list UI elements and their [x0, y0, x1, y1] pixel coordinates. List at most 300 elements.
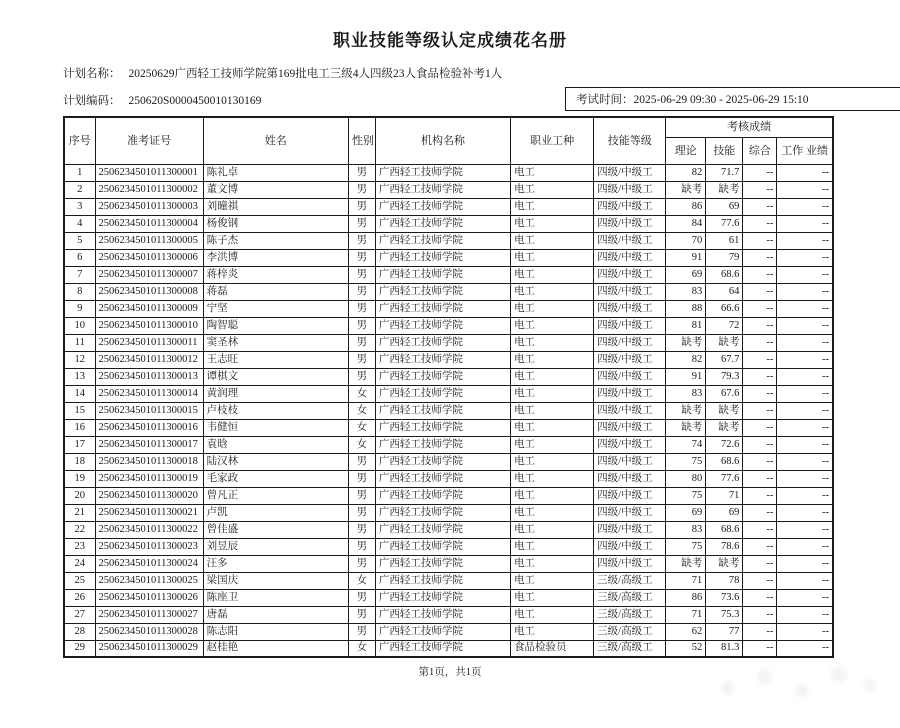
cell-name: 王志旺 [203, 351, 348, 368]
cell-occupation: 电工 [511, 521, 594, 538]
cell-level: 三级/高级工 [594, 606, 666, 623]
cell-index: 11 [64, 334, 95, 351]
exam-time-value: 2025-06-29 09:30 - 2025-06-29 15:10 [633, 94, 809, 106]
cell-occupation: 电工 [511, 419, 594, 436]
cell-index: 13 [64, 368, 95, 385]
cell-skill: 69 [706, 504, 743, 521]
cell-occupation: 电工 [511, 623, 594, 640]
cell-comprehensive: -- [743, 283, 777, 300]
cell-name: 董文博 [203, 181, 348, 198]
cell-level: 四级/中级工 [594, 215, 666, 232]
cell-comprehensive: -- [743, 181, 777, 198]
cell-occupation: 电工 [511, 504, 594, 521]
cell-index: 27 [64, 606, 95, 623]
cell-gender: 男 [348, 266, 375, 283]
cell-comprehensive: -- [743, 606, 777, 623]
cell-comprehensive: -- [743, 589, 777, 606]
cell-gender: 女 [348, 402, 375, 419]
cell-index: 16 [64, 419, 95, 436]
cell-level: 四级/中级工 [594, 538, 666, 555]
table-row [64, 623, 833, 640]
cell-theory: 84 [666, 215, 706, 232]
table-row [64, 555, 833, 572]
cell-index: 6 [64, 249, 95, 266]
table-row [64, 419, 833, 436]
table-header [64, 117, 833, 164]
cell-skill: 缺考 [706, 181, 743, 198]
cell-work: -- [777, 504, 833, 521]
cell-org: 广西轻工技师学院 [375, 317, 510, 334]
cell-index: 8 [64, 283, 95, 300]
cell-level: 四级/中级工 [594, 164, 666, 181]
cell-gender: 男 [348, 606, 375, 623]
cell-gender: 男 [348, 164, 375, 181]
cell-work: -- [777, 589, 833, 606]
cell-work: -- [777, 198, 833, 215]
cell-comprehensive: -- [743, 300, 777, 317]
cell-comprehensive: -- [743, 232, 777, 249]
cell-level: 四级/中级工 [594, 266, 666, 283]
cell-name: 唐磊 [203, 606, 348, 623]
plan-name-value: 20250629广西轻工技师学院第169批电工三级4人四级23人食品检验补考1人 [128, 68, 503, 80]
cell-index: 21 [64, 504, 95, 521]
cell-gender: 男 [348, 232, 375, 249]
cell-work: -- [777, 317, 833, 334]
cell-occupation: 电工 [511, 334, 594, 351]
cell-comprehensive: -- [743, 640, 777, 657]
cell-name: 赵桂艳 [203, 640, 348, 657]
cell-skill: 72.6 [706, 436, 743, 453]
cell-theory: 71 [666, 572, 706, 589]
cell-occupation: 电工 [511, 368, 594, 385]
cell-skill: 79 [706, 249, 743, 266]
cell-gender: 男 [348, 300, 375, 317]
cell-org: 广西轻工技师学院 [375, 589, 510, 606]
cell-comprehensive: -- [743, 436, 777, 453]
cell-work: -- [777, 351, 833, 368]
cell-level: 四级/中级工 [594, 453, 666, 470]
exam-time-box [565, 87, 900, 111]
table-row [64, 164, 833, 181]
cell-comprehensive: -- [743, 419, 777, 436]
cell-work: -- [777, 232, 833, 249]
cell-skill: 71 [706, 487, 743, 504]
cell-theory: 83 [666, 385, 706, 402]
table-row [64, 266, 833, 283]
cell-gender: 男 [348, 589, 375, 606]
cell-work: -- [777, 419, 833, 436]
cell-skill: 67.6 [706, 385, 743, 402]
plan-name-label: 计划名称： [63, 68, 121, 80]
cell-gender: 男 [348, 487, 375, 504]
cell-work: -- [777, 164, 833, 181]
cell-theory: 70 [666, 232, 706, 249]
cell-skill: 77.6 [706, 470, 743, 487]
cell-index: 5 [64, 232, 95, 249]
cell-org: 广西轻工技师学院 [375, 504, 510, 521]
cell-work: -- [777, 470, 833, 487]
col-header-score-group: 考核成绩 [666, 117, 833, 137]
col-header-gender: 性别 [348, 117, 375, 164]
cell-gender: 男 [348, 198, 375, 215]
page-number-footer: 第1页，共1页 [418, 667, 482, 678]
col-header-work: 工作 业绩 [777, 137, 833, 164]
cell-skill: 77 [706, 623, 743, 640]
cell-occupation: 电工 [511, 555, 594, 572]
cell-occupation: 电工 [511, 538, 594, 555]
cell-theory: 86 [666, 198, 706, 215]
cell-comprehensive: -- [743, 504, 777, 521]
cell-level: 四级/中级工 [594, 419, 666, 436]
table-row [64, 606, 833, 623]
cell-work: -- [777, 606, 833, 623]
table-row [64, 436, 833, 453]
cell-comprehensive: -- [743, 538, 777, 555]
cell-level: 三级/高级工 [594, 572, 666, 589]
cell-gender: 女 [348, 419, 375, 436]
cell-name: 毛家政 [203, 470, 348, 487]
col-header-comprehensive: 综合 [743, 137, 777, 164]
cell-work: -- [777, 538, 833, 555]
cell-org: 广西轻工技师学院 [375, 623, 510, 640]
cell-org: 广西轻工技师学院 [375, 572, 510, 589]
cell-name: 陈座卫 [203, 589, 348, 606]
cell-comprehensive: -- [743, 351, 777, 368]
cell-level: 四级/中级工 [594, 368, 666, 385]
col-header-level: 技能等级 [594, 117, 666, 164]
cell-comprehensive: -- [743, 555, 777, 572]
cell-comprehensive: -- [743, 215, 777, 232]
cell-occupation: 电工 [511, 249, 594, 266]
table-row [64, 317, 833, 334]
table-row [64, 249, 833, 266]
cell-exam-no: 2506234501011300018 [95, 453, 203, 470]
cell-work: -- [777, 181, 833, 198]
cell-skill: 78 [706, 572, 743, 589]
cell-level: 四级/中级工 [594, 334, 666, 351]
cell-index: 12 [64, 351, 95, 368]
cell-exam-no: 2506234501011300028 [95, 623, 203, 640]
cell-exam-no: 2506234501011300029 [95, 640, 203, 657]
table-row [64, 640, 833, 657]
cell-theory: 缺考 [666, 419, 706, 436]
table-row [64, 283, 833, 300]
cell-name: 蒋梓炎 [203, 266, 348, 283]
cell-theory: 52 [666, 640, 706, 657]
cell-theory: 91 [666, 249, 706, 266]
plan-code-label: 计划编码： [63, 95, 121, 107]
cell-occupation: 电工 [511, 402, 594, 419]
cell-theory: 69 [666, 266, 706, 283]
cell-gender: 男 [348, 283, 375, 300]
cell-gender: 男 [348, 317, 375, 334]
table-row [64, 181, 833, 198]
cell-index: 29 [64, 640, 95, 657]
cell-skill: 77.6 [706, 215, 743, 232]
cell-exam-no: 2506234501011300009 [95, 300, 203, 317]
table-row [64, 402, 833, 419]
cell-name: 李洪博 [203, 249, 348, 266]
cell-skill: 73.6 [706, 589, 743, 606]
cell-org: 广西轻工技师学院 [375, 334, 510, 351]
cell-comprehensive: -- [743, 249, 777, 266]
col-header-occupation: 职业工种 [511, 117, 594, 164]
table-row [64, 453, 833, 470]
cell-name: 汪多 [203, 555, 348, 572]
table-row [64, 385, 833, 402]
cell-exam-no: 2506234501011300007 [95, 266, 203, 283]
cell-skill: 81.3 [706, 640, 743, 657]
cell-org: 广西轻工技师学院 [375, 300, 510, 317]
table-row [64, 215, 833, 232]
cell-name: 陈礼卓 [203, 164, 348, 181]
cell-exam-no: 2506234501011300008 [95, 283, 203, 300]
cell-index: 24 [64, 555, 95, 572]
cell-gender: 女 [348, 385, 375, 402]
cell-level: 四级/中级工 [594, 181, 666, 198]
cell-comprehensive: -- [743, 334, 777, 351]
cell-exam-no: 2506234501011300025 [95, 572, 203, 589]
cell-org: 广西轻工技师学院 [375, 487, 510, 504]
cell-exam-no: 2506234501011300002 [95, 181, 203, 198]
cell-comprehensive: -- [743, 521, 777, 538]
cell-occupation: 电工 [511, 572, 594, 589]
table-row [64, 232, 833, 249]
cell-index: 2 [64, 181, 95, 198]
cell-org: 广西轻工技师学院 [375, 436, 510, 453]
cell-org: 广西轻工技师学院 [375, 283, 510, 300]
cell-theory: 82 [666, 351, 706, 368]
cell-work: -- [777, 436, 833, 453]
cell-theory: 83 [666, 283, 706, 300]
cell-theory: 缺考 [666, 334, 706, 351]
cell-skill: 67.7 [706, 351, 743, 368]
cell-org: 广西轻工技师学院 [375, 453, 510, 470]
col-header-exam-no: 准考证号 [95, 117, 203, 164]
cell-index: 15 [64, 402, 95, 419]
cell-work: -- [777, 385, 833, 402]
cell-exam-no: 2506234501011300027 [95, 606, 203, 623]
cell-index: 17 [64, 436, 95, 453]
table-row [64, 300, 833, 317]
cell-index: 10 [64, 317, 95, 334]
cell-occupation: 电工 [511, 351, 594, 368]
cell-occupation: 电工 [511, 385, 594, 402]
cell-exam-no: 2506234501011300022 [95, 521, 203, 538]
cell-theory: 83 [666, 521, 706, 538]
table-row [64, 538, 833, 555]
cell-work: -- [777, 334, 833, 351]
cell-org: 广西轻工技师学院 [375, 368, 510, 385]
cell-org: 广西轻工技师学院 [375, 538, 510, 555]
cell-index: 26 [64, 589, 95, 606]
cell-theory: 71 [666, 606, 706, 623]
cell-skill: 72 [706, 317, 743, 334]
cell-index: 28 [64, 623, 95, 640]
cell-name: 杨俊钢 [203, 215, 348, 232]
cell-gender: 男 [348, 470, 375, 487]
cell-index: 22 [64, 521, 95, 538]
cell-org: 广西轻工技师学院 [375, 164, 510, 181]
cell-index: 20 [64, 487, 95, 504]
cell-theory: 80 [666, 470, 706, 487]
cell-name: 陶智聪 [203, 317, 348, 334]
table-row [64, 504, 833, 521]
cell-occupation: 电工 [511, 215, 594, 232]
cell-occupation: 电工 [511, 487, 594, 504]
cell-index: 25 [64, 572, 95, 589]
cell-index: 9 [64, 300, 95, 317]
cell-occupation: 电工 [511, 453, 594, 470]
table-row [64, 521, 833, 538]
col-header-index: 序号 [64, 117, 95, 164]
cell-index: 23 [64, 538, 95, 555]
cell-gender: 男 [348, 181, 375, 198]
cell-exam-no: 2506234501011300017 [95, 436, 203, 453]
cell-index: 4 [64, 215, 95, 232]
cell-name: 陈子杰 [203, 232, 348, 249]
cell-work: -- [777, 402, 833, 419]
cell-index: 1 [64, 164, 95, 181]
cell-comprehensive: -- [743, 453, 777, 470]
cell-occupation: 电工 [511, 470, 594, 487]
cell-exam-no: 2506234501011300010 [95, 317, 203, 334]
cell-name: 袁晗 [203, 436, 348, 453]
cell-work: -- [777, 521, 833, 538]
cell-work: -- [777, 623, 833, 640]
cell-level: 四级/中级工 [594, 351, 666, 368]
cell-exam-no: 2506234501011300006 [95, 249, 203, 266]
table-row [64, 368, 833, 385]
cell-work: -- [777, 215, 833, 232]
cell-skill: 68.6 [706, 266, 743, 283]
cell-skill: 缺考 [706, 334, 743, 351]
cell-level: 四级/中级工 [594, 402, 666, 419]
cell-theory: 91 [666, 368, 706, 385]
cell-occupation: 电工 [511, 266, 594, 283]
cell-org: 广西轻工技师学院 [375, 351, 510, 368]
cell-comprehensive: -- [743, 198, 777, 215]
cell-name: 梁国庆 [203, 572, 348, 589]
cell-level: 三级/高级工 [594, 623, 666, 640]
cell-work: -- [777, 640, 833, 657]
cell-index: 7 [64, 266, 95, 283]
cell-exam-no: 2506234501011300012 [95, 351, 203, 368]
cell-skill: 缺考 [706, 555, 743, 572]
cell-level: 三级/高级工 [594, 589, 666, 606]
cell-exam-no: 2506234501011300026 [95, 589, 203, 606]
cell-exam-no: 2506234501011300005 [95, 232, 203, 249]
score-roster-table [63, 116, 834, 658]
cell-org: 广西轻工技师学院 [375, 266, 510, 283]
cell-level: 四级/中级工 [594, 470, 666, 487]
cell-theory: 缺考 [666, 181, 706, 198]
cell-org: 广西轻工技师学院 [375, 232, 510, 249]
cell-index: 14 [64, 385, 95, 402]
cell-name: 刘曈祺 [203, 198, 348, 215]
cell-skill: 69 [706, 198, 743, 215]
cell-skill: 75.3 [706, 606, 743, 623]
plan-name-line [63, 65, 837, 81]
cell-skill: 68.6 [706, 453, 743, 470]
col-header-name: 姓名 [203, 117, 348, 164]
cell-level: 四级/中级工 [594, 198, 666, 215]
cell-level: 四级/中级工 [594, 249, 666, 266]
cell-name: 黄润理 [203, 385, 348, 402]
cell-comprehensive: -- [743, 385, 777, 402]
cell-gender: 男 [348, 334, 375, 351]
cell-exam-no: 2506234501011300011 [95, 334, 203, 351]
cell-theory: 82 [666, 164, 706, 181]
cell-gender: 男 [348, 249, 375, 266]
cell-work: -- [777, 283, 833, 300]
cell-org: 广西轻工技师学院 [375, 606, 510, 623]
cell-work: -- [777, 300, 833, 317]
cell-level: 四级/中级工 [594, 487, 666, 504]
cell-name: 陆汉林 [203, 453, 348, 470]
cell-occupation: 电工 [511, 300, 594, 317]
cell-gender: 男 [348, 351, 375, 368]
cell-theory: 74 [666, 436, 706, 453]
cell-work: -- [777, 572, 833, 589]
cell-comprehensive: -- [743, 402, 777, 419]
cell-comprehensive: -- [743, 266, 777, 283]
cell-name: 曾佳盛 [203, 521, 348, 538]
cell-gender: 男 [348, 623, 375, 640]
cell-level: 四级/中级工 [594, 436, 666, 453]
cell-comprehensive: -- [743, 470, 777, 487]
cell-occupation: 电工 [511, 317, 594, 334]
cell-exam-no: 2506234501011300024 [95, 555, 203, 572]
cell-name: 刘昱辰 [203, 538, 348, 555]
cell-level: 四级/中级工 [594, 385, 666, 402]
cell-index: 19 [64, 470, 95, 487]
cell-theory: 缺考 [666, 555, 706, 572]
cell-org: 广西轻工技师学院 [375, 215, 510, 232]
plan-code-value: 250620S0000450010130169 [128, 95, 262, 107]
col-header-org: 机构名称 [375, 117, 510, 164]
cell-org: 广西轻工技师学院 [375, 198, 510, 215]
cell-occupation: 食品检验员 [511, 640, 594, 657]
cell-name: 曾凡正 [203, 487, 348, 504]
cell-theory: 75 [666, 453, 706, 470]
cell-level: 三级/高级工 [594, 640, 666, 657]
cell-org: 广西轻工技师学院 [375, 402, 510, 419]
cell-org: 广西轻工技师学院 [375, 385, 510, 402]
cell-name: 韦健恒 [203, 419, 348, 436]
cell-comprehensive: -- [743, 368, 777, 385]
cell-name: 陈志阳 [203, 623, 348, 640]
cell-work: -- [777, 555, 833, 572]
table-row [64, 470, 833, 487]
cell-level: 四级/中级工 [594, 317, 666, 334]
cell-comprehensive: -- [743, 487, 777, 504]
cell-occupation: 电工 [511, 436, 594, 453]
cell-exam-no: 2506234501011300013 [95, 368, 203, 385]
cell-skill: 64 [706, 283, 743, 300]
cell-theory: 86 [666, 589, 706, 606]
table-row [64, 351, 833, 368]
cell-skill: 缺考 [706, 402, 743, 419]
cell-level: 四级/中级工 [594, 555, 666, 572]
cell-index: 18 [64, 453, 95, 470]
cell-exam-no: 2506234501011300021 [95, 504, 203, 521]
cell-occupation: 电工 [511, 232, 594, 249]
cell-work: -- [777, 368, 833, 385]
col-header-theory: 理论 [666, 137, 706, 164]
cell-skill: 缺考 [706, 419, 743, 436]
cell-theory: 62 [666, 623, 706, 640]
